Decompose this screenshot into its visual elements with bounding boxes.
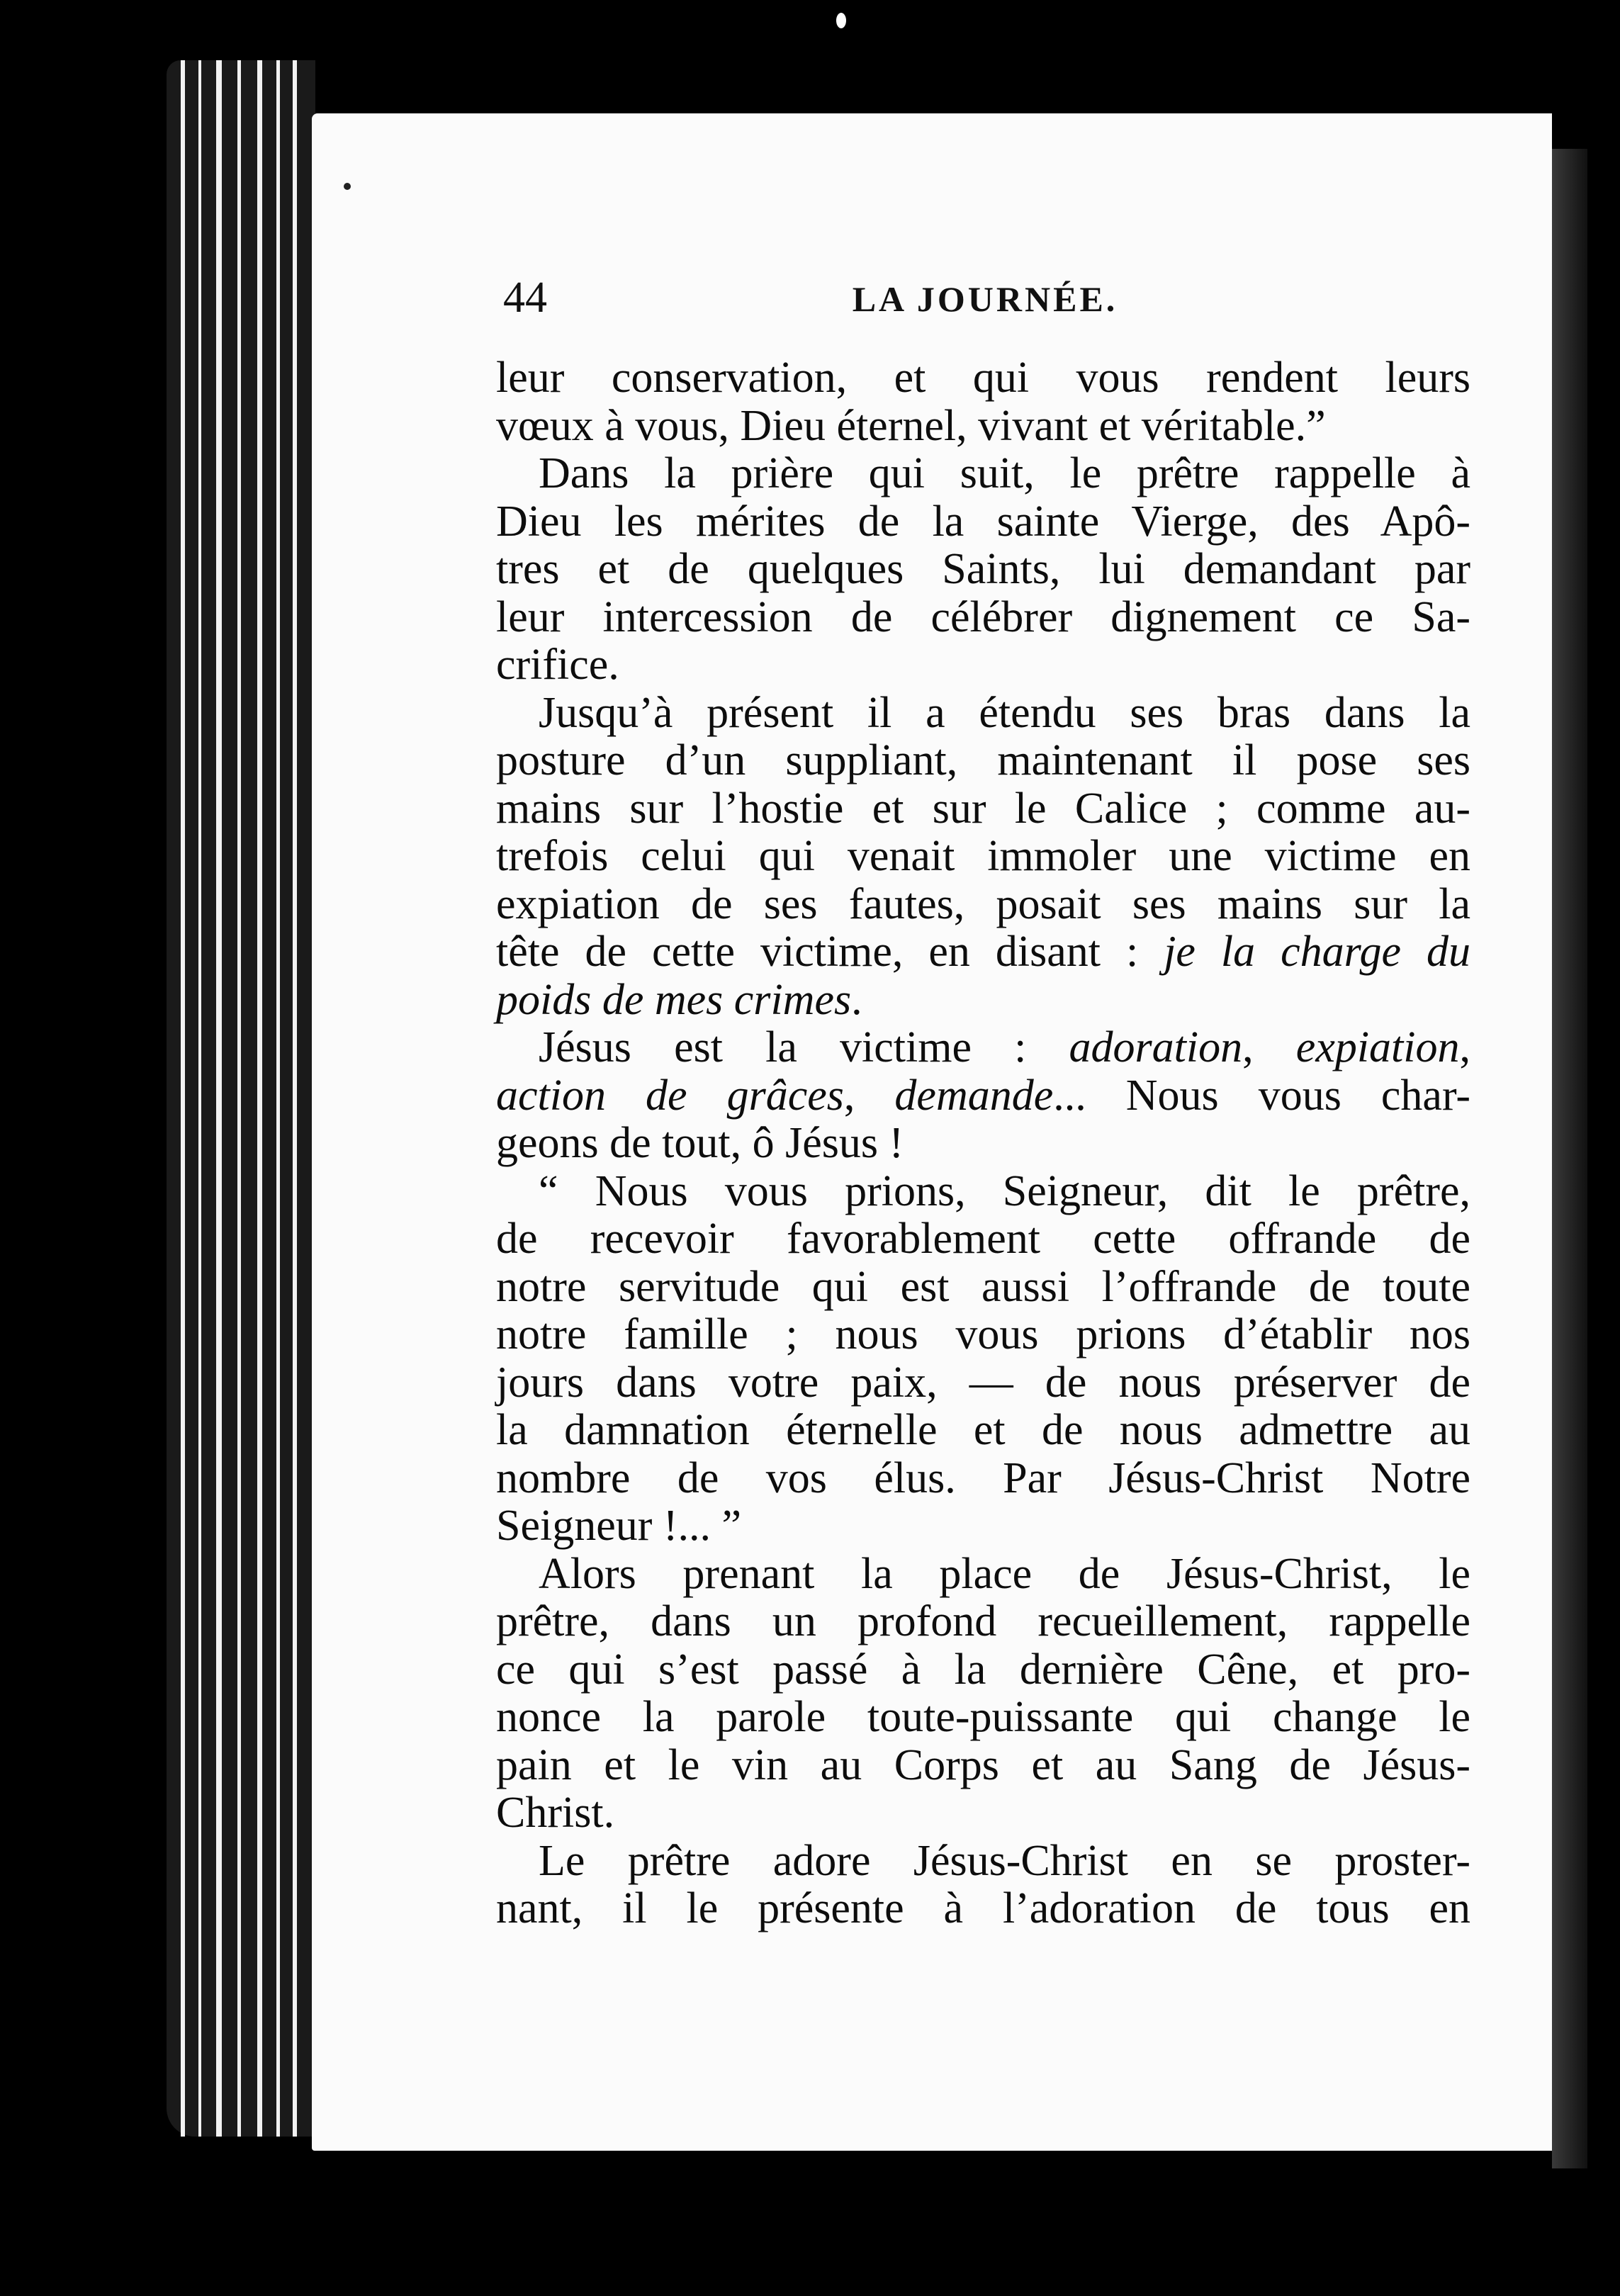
text-line — [496, 1311, 1470, 1359]
text-segment: mains sur l’hostie et sur le Calice ; comme au- — [496, 784, 1470, 833]
text-line — [496, 1694, 1470, 1742]
text-segment: expiation de ses fautes, posait ses mains sur la — [496, 879, 1470, 928]
text-segment: trefois celui qui venait immoler une victime en — [496, 832, 1470, 880]
text-segment: jours dans votre paix, — de nous préserver de — [496, 1358, 1470, 1407]
text-segment: ... Nous vous char- — [1053, 1071, 1470, 1120]
text-line — [496, 785, 1470, 833]
text-segment: Jusqu’à présent il a étendu ses bras dans la — [539, 688, 1470, 737]
text-line — [496, 641, 1470, 690]
text-segment: tête de cette victime, en disant : — [496, 928, 1164, 976]
text-segment: nonce la parole toute-puissante qui change le — [496, 1693, 1470, 1741]
text-line — [496, 546, 1470, 594]
text-segment: notre famille ; nous vous prions d’établir nos — [496, 1310, 1470, 1358]
text-line — [496, 1455, 1470, 1503]
text-segment: “ Nous vous prions, Seigneur, dit le prêtre, — [539, 1166, 1470, 1215]
text-line — [496, 594, 1470, 642]
text-segment: crifice. — [496, 641, 619, 689]
italic-text: je la charge du — [1164, 928, 1470, 976]
text-line — [496, 1072, 1470, 1120]
text-segment: pain et le vin au Corps et au Sang de Jésus- — [496, 1740, 1470, 1789]
body-text — [496, 354, 1470, 1933]
text-segment: , — [843, 1071, 895, 1120]
text-line — [496, 1551, 1470, 1599]
text-segment: Christ. — [496, 1789, 615, 1837]
book-spine-shadow — [1552, 149, 1587, 2168]
running-title: LA JOURNÉE. — [852, 279, 1118, 319]
page-header — [503, 273, 1467, 330]
text-line — [496, 977, 1470, 1025]
text-line — [496, 1120, 1470, 1168]
text-line — [496, 1168, 1470, 1216]
text-segment: prêtre, dans un profond recueillement, rappelle — [496, 1597, 1470, 1645]
italic-text: adoration — [1069, 1023, 1243, 1071]
text-segment: vœux à vous, Dieu éternel, vivant et véritable.” — [496, 401, 1326, 450]
text-line — [496, 1742, 1470, 1790]
margin-dot — [344, 183, 351, 190]
text-line — [496, 1502, 1470, 1551]
text-line — [496, 881, 1470, 929]
text-segment: posture d’un suppliant, maintenant il pose ses — [496, 736, 1470, 784]
text-segment: tres et de quelques Saints, lui demandant par — [496, 545, 1470, 593]
text-segment: , — [1459, 1023, 1471, 1071]
text-segment: Dans la prière qui suit, le prêtre rappelle à — [539, 449, 1470, 497]
text-segment: . — [851, 975, 862, 1024]
text-segment: nombre de vos élus. Par Jésus-Christ Notre — [496, 1453, 1470, 1502]
text-line — [496, 498, 1470, 546]
text-segment: nant, il le présente à l’adoration de tous en — [496, 1884, 1470, 1932]
italic-text: demande — [894, 1071, 1054, 1120]
italic-text: expiation — [1295, 1023, 1460, 1071]
text-segment: Alors prenant la place de Jésus-Christ, le — [539, 1549, 1470, 1598]
text-line — [496, 928, 1470, 977]
text-line — [496, 403, 1470, 451]
text-segment: la damnation éternelle et de nous admettre au — [496, 1406, 1470, 1454]
text-line — [496, 1407, 1470, 1455]
text-segment: , — [1242, 1023, 1296, 1071]
text-segment: de recevoir favorablement cette offrande de — [496, 1215, 1470, 1263]
text-line — [496, 737, 1470, 785]
text-segment: ce qui s’est passé à la dernière Cêne, et pro- — [496, 1645, 1470, 1694]
italic-text: action de grâces — [496, 1071, 844, 1120]
text-line — [496, 1359, 1470, 1407]
text-line — [496, 354, 1470, 403]
text-line — [496, 1264, 1470, 1312]
text-segment: notre servitude qui est aussi l’offrande de toute — [496, 1262, 1470, 1311]
text-segment: leur intercession de célébrer dignement ce Sa- — [496, 592, 1470, 641]
page-number: 44 — [503, 274, 547, 322]
text-line — [496, 1024, 1470, 1072]
text-segment: geons de tout, ô Jésus ! — [496, 1119, 904, 1167]
text-segment: Seigneur !... ” — [496, 1502, 742, 1550]
book-binding — [167, 60, 315, 2137]
text-line — [496, 1838, 1470, 1886]
text-segment: Dieu les mérites de la sainte Vierge, des Apô- — [496, 497, 1470, 546]
text-line — [496, 1789, 1470, 1838]
text-line — [496, 1885, 1470, 1933]
italic-text: poids de mes crimes — [496, 975, 852, 1024]
text-line — [496, 1598, 1470, 1646]
text-line — [496, 450, 1470, 498]
text-segment: leur conservation, et qui vous rendent leurs — [496, 354, 1470, 402]
text-segment: Le prêtre adore Jésus-Christ en se proster- — [539, 1836, 1470, 1885]
scan-speck — [836, 13, 846, 28]
text-line — [496, 1215, 1470, 1264]
text-line — [496, 690, 1470, 738]
text-line — [496, 1646, 1470, 1694]
text-line — [496, 833, 1470, 881]
text-segment: Jésus est la victime : — [539, 1023, 1069, 1071]
